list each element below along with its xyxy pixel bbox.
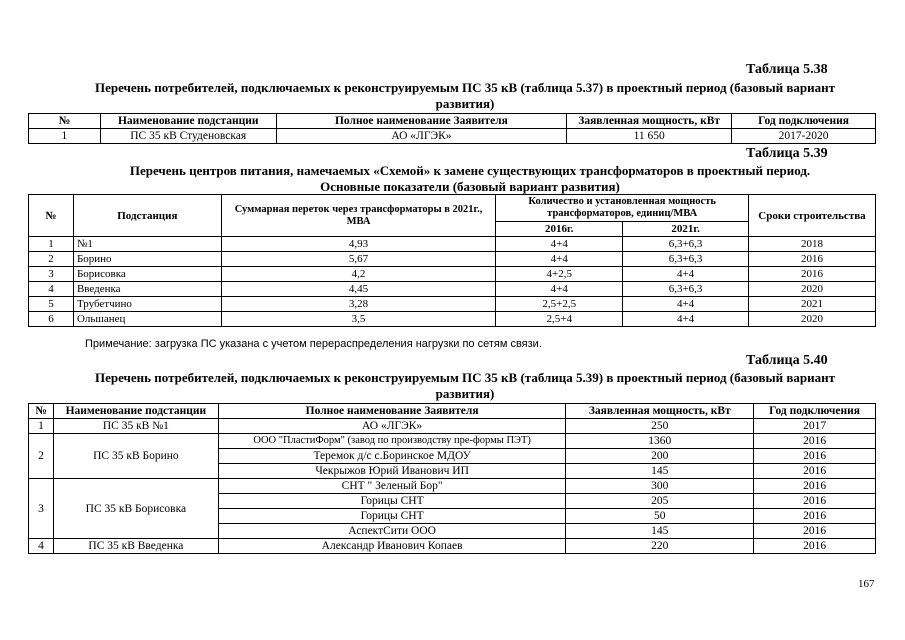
header-cell: Год подключения	[732, 114, 876, 129]
cell: 2	[29, 434, 54, 479]
cell: 2018	[748, 237, 875, 252]
header-cell: Сроки строительства	[748, 195, 875, 237]
cell: 6,3+6,3	[623, 282, 749, 297]
cell: 2017	[754, 419, 876, 434]
table-row	[29, 312, 876, 327]
cell: 205	[566, 494, 754, 509]
cell: 2020	[748, 312, 875, 327]
table-row	[29, 297, 876, 312]
cell: 2	[29, 252, 74, 267]
table-5-39	[28, 194, 876, 327]
cell: АО «ЛГЭК»	[276, 129, 567, 144]
cell: ПС 35 кВ Введенка	[53, 539, 218, 554]
table-row	[29, 434, 876, 449]
header-cell: 2016г.	[496, 222, 623, 237]
table-5-39-note: Примечание: загрузка ПС указана с учетом перераспределения нагрузки по сетям связи.	[85, 338, 542, 350]
cell: 4+4	[623, 267, 749, 282]
cell: 3,5	[221, 312, 496, 327]
cell: 2016	[754, 539, 876, 554]
cell: 2021	[748, 297, 875, 312]
cell: 1360	[566, 434, 754, 449]
cell: 2016	[754, 449, 876, 464]
cell: 4,45	[221, 282, 496, 297]
cell: 6,3+6,3	[623, 237, 749, 252]
cell: 2017-2020	[732, 129, 876, 144]
cell: 6	[29, 312, 74, 327]
header-cell: Наименование подстанции	[100, 114, 276, 129]
header-cell: Год подключения	[754, 404, 876, 419]
cell: 2020	[748, 282, 875, 297]
table-5-39-number: Таблица 5.39	[746, 146, 828, 161]
cell: 5,67	[221, 252, 496, 267]
header-cell: №	[29, 195, 74, 237]
cell: 3	[29, 267, 74, 282]
table-5-38	[28, 113, 876, 144]
table-row	[29, 252, 876, 267]
header-cell: Количество и установленная мощность трансформаторов, единиц/МВА	[496, 195, 749, 222]
cell: 3,28	[221, 297, 496, 312]
cell: АО «ЛГЭК»	[218, 419, 566, 434]
header-cell: Полное наименование Заявителя	[276, 114, 567, 129]
cell: Ольшанец	[73, 312, 221, 327]
cell: 1	[29, 129, 101, 144]
table-5-38-number: Таблица 5.38	[746, 62, 828, 77]
cell: Борисовка	[73, 267, 221, 282]
table-5-40	[28, 403, 876, 554]
header-cell: Полное наименование Заявителя	[218, 404, 566, 419]
table-header-row	[29, 114, 876, 129]
cell: Борино	[73, 252, 221, 267]
cell: 2016	[754, 509, 876, 524]
cell: ПС 35 кВ Студеновская	[100, 129, 276, 144]
cell: Горицы СНТ	[218, 494, 566, 509]
cell: №1	[73, 237, 221, 252]
cell: 145	[566, 524, 754, 539]
header-cell: Заявленная мощность, кВт	[566, 404, 754, 419]
header-cell: 2021г.	[623, 222, 749, 237]
cell: Александр Иванович Копаев	[218, 539, 566, 554]
table-5-38-title: Перечень потребителей, подключаемых к реконструируемым ПС 35 кВ (таблица 5.37) в проектный период (базовый вариант развития)	[94, 80, 835, 111]
cell: 200	[566, 449, 754, 464]
table-row	[29, 267, 876, 282]
cell: Горицы СНТ	[218, 509, 566, 524]
header-cell: Заявленная мощность, кВт	[567, 114, 732, 129]
table-5-40-number: Таблица 5.40	[746, 353, 828, 368]
cell: 5	[29, 297, 74, 312]
cell: ПС 35 кВ Борино	[53, 434, 218, 479]
cell: 2016	[754, 434, 876, 449]
cell: 2016	[748, 252, 875, 267]
cell: 4+4	[496, 252, 623, 267]
cell: 1	[29, 237, 74, 252]
cell: 2016	[748, 267, 875, 282]
table-row	[29, 539, 876, 554]
table-5-39-title: Перечень центров питания, намечаемых «Схемой» к замене существующих трансформаторов в проектный период. Основные показатели (базовый вариант развития)	[129, 163, 811, 194]
cell: 4,2	[221, 267, 496, 282]
table-row	[29, 237, 876, 252]
page-number: 167	[858, 578, 875, 590]
cell: 4	[29, 282, 74, 297]
table-row	[29, 129, 876, 144]
cell: 2016	[754, 479, 876, 494]
cell: 4	[29, 539, 54, 554]
cell: 11 650	[567, 129, 732, 144]
table-row	[29, 282, 876, 297]
header-cell: Суммарная переток через трансформаторы в 2021г., МВА	[221, 195, 496, 237]
cell: 2,5+2,5	[496, 297, 623, 312]
cell: АспектСити ООО	[218, 524, 566, 539]
header-cell: №	[29, 114, 101, 129]
cell: Чекрыжов Юрий Иванович ИП	[218, 464, 566, 479]
cell: ООО "ПластиФорм" (завод по производству пре-формы ПЭТ)	[218, 434, 566, 449]
table-5-40-title: Перечень потребителей, подключаемых к реконструируемым ПС 35 кВ (таблица 5.39) в проектный период (базовый вариант развития)	[94, 370, 835, 401]
header-cell: Наименование подстанции	[53, 404, 218, 419]
cell: Теремок д/с с.Боринское МДОУ	[218, 449, 566, 464]
cell: 1	[29, 419, 54, 434]
cell: 4+4	[623, 297, 749, 312]
cell: 2016	[754, 464, 876, 479]
table-header-row	[29, 404, 876, 419]
cell: 2,5+4	[496, 312, 623, 327]
cell: 2016	[754, 524, 876, 539]
cell: Введенка	[73, 282, 221, 297]
cell: ПС 35 кВ №1	[53, 419, 218, 434]
table-row	[29, 479, 876, 494]
header-cell: №	[29, 404, 54, 419]
cell: 4+4	[496, 282, 623, 297]
cell: 250	[566, 419, 754, 434]
header-cell: Подстанция	[73, 195, 221, 237]
cell: 6,3+6,3	[623, 252, 749, 267]
table-row	[29, 419, 876, 434]
table-header-row	[29, 195, 876, 222]
cell: 2016	[754, 494, 876, 509]
cell: СНТ " Зеленый Бор"	[218, 479, 566, 494]
cell: 4+2,5	[496, 267, 623, 282]
cell: 300	[566, 479, 754, 494]
cell: 220	[566, 539, 754, 554]
cell: 3	[29, 479, 54, 539]
cell: 145	[566, 464, 754, 479]
cell: 50	[566, 509, 754, 524]
cell: Трубетчино	[73, 297, 221, 312]
cell: 4,93	[221, 237, 496, 252]
cell: 4+4	[496, 237, 623, 252]
cell: 4+4	[623, 312, 749, 327]
cell: ПС 35 кВ Борисовка	[53, 479, 218, 539]
